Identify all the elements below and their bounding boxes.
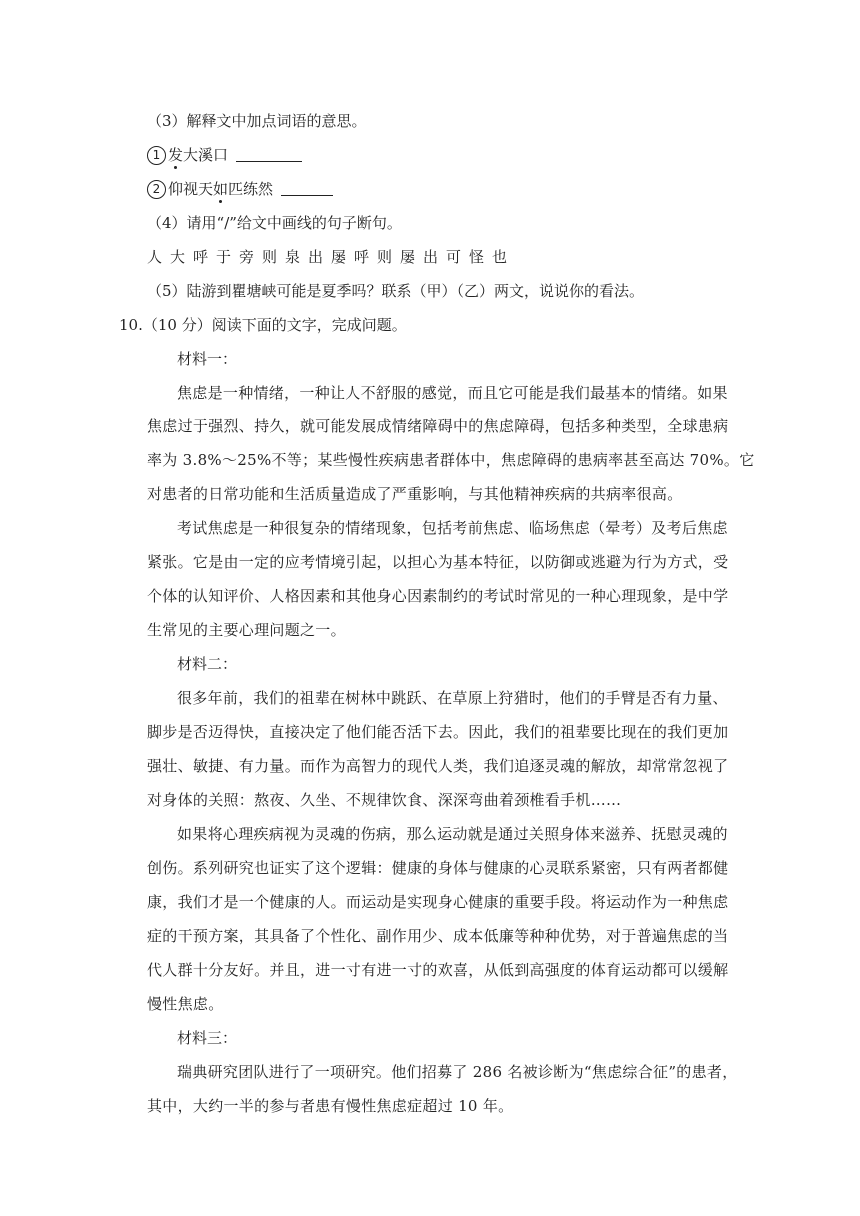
material-1-p1-line-2: 焦虑过于强烈、持久，就可能发展成情绪障碍中的焦虑障碍，包括多种类型，全球患病 <box>147 417 729 435</box>
question-10-number: 10. <box>119 316 143 334</box>
material-1-p1-line-1: 焦虑是一种情绪，一种让人不舒服的感觉，而且它可能是我们最基本的情绪。如果 <box>177 384 728 402</box>
material-1-p2-line-2: 紧张。它是由一定的应考情境引起，以担心为基本特征，以防御或逃避为行为方式，受 <box>147 553 729 571</box>
material-2-p1-line-2: 脚步是否迈得快，直接决定了他们能否活下去。因此，我们的祖辈要比现在的我们更加 <box>147 723 729 741</box>
material-1-p1-line-3: 率为 3.8%～25%不等；某些慢性疾病患者群体中，焦虑障碍的患病率甚至高达 70%。它 <box>147 451 755 469</box>
question-5-title: （5）陆游到瞿塘峡可能是夏季吗？联系（甲）（乙）两文，说说你的看法。 <box>147 282 645 300</box>
item-2-text-pre: 仰视天 <box>168 180 214 198</box>
answer-blank-2[interactable] <box>281 179 333 196</box>
material-2-p2-line-1: 如果将心理疾病视为灵魂的伤病，那么运动就是通过关照身体来滋养、抚慰灵魂的 <box>177 825 728 843</box>
question-10-title: （10 分）阅读下面的文字，完成问题。 <box>142 316 407 334</box>
question-10-header <box>119 315 407 335</box>
material-2-p1-line-3: 强壮、敏捷、有力量。而作为高智力的现代人类，我们追逐灵魂的解放，却常常忽视了 <box>147 757 729 775</box>
material-2-p2-line-6: 慢性焦虑。 <box>147 995 224 1013</box>
material-2-p2-line-2: 创伤。系列研究也证实了这个逻辑：健康的身体与健康的心灵联系紧密，只有两者都健 <box>147 859 729 877</box>
material-2-p1-line-4: 对身体的关照：熬夜、久坐、不规律饮食、深深弯曲着颈椎看手机…… <box>147 791 622 809</box>
material-3-p1-line-1: 瑞典研究团队进行了一项研究。他们招募了 286 名被诊断为“焦虑综合征”的患者， <box>177 1063 738 1081</box>
material-2-p2-line-3: 康，我们才是一个健康的人。而运动是实现身心健康的重要手段。将运动作为一种焦虑 <box>147 893 729 911</box>
material-2-p1-line-1: 很多年前，我们的祖辈在树林中跳跃、在草原上狩猎时，他们的手臂是否有力量、 <box>177 689 728 707</box>
circled-number-2: 2 <box>147 180 166 199</box>
material-1-p2-line-3: 个体的认知评价、人格因素和其他身心因素制约的考试时常见的一种心理现象，是中学 <box>147 587 729 605</box>
material-1-p2-line-4: 生常见的主要心理问题之一。 <box>147 621 346 639</box>
item-1-text-post: 大溪口 <box>183 146 229 164</box>
material-1-p1-line-4: 对患者的日常功能和生活质量造成了严重影响，与其他精神疾病的共病率很高。 <box>147 485 683 503</box>
dotted-word-1: 发 <box>168 146 184 164</box>
dotted-word-2: 如 <box>213 180 229 198</box>
material-1-label: 材料一： <box>177 350 238 368</box>
material-3-p1-line-2: 其中，大约一半的参与者患有慢性焦虑症超过 10 年。 <box>147 1097 514 1115</box>
material-2-p2-line-4: 症的干预方案，其具备了个性化、副作用少、成本低廉等种种优势，对于普遍焦虑的当 <box>147 927 729 945</box>
question-4-sentence: 人大呼于旁则泉出屡呼则屡出可怪也 <box>147 248 516 266</box>
question-3-item-1 <box>147 145 302 165</box>
material-2-label: 材料二： <box>177 655 238 673</box>
material-1-p2-line-1: 考试焦虑是一种很复杂的情绪现象，包括考前焦虑、临场焦虑（晕考）及考后焦虑 <box>177 519 728 537</box>
item-2-text-post: 匹练然 <box>228 180 274 198</box>
question-4-title: （4）请用“/”给文中画线的句子断句。 <box>147 214 402 232</box>
material-3-label: 材料三： <box>177 1029 238 1047</box>
question-3-title: （3）解释文中加点词语的意思。 <box>147 112 367 130</box>
material-2-p2-line-5: 代人群十分友好。并且，进一寸有进一寸的欢喜，从低到高强度的体育运动都可以缓解 <box>147 961 729 979</box>
answer-blank-1[interactable] <box>236 145 302 162</box>
circled-number-1: 1 <box>147 146 166 165</box>
question-3-item-2 <box>147 179 333 199</box>
